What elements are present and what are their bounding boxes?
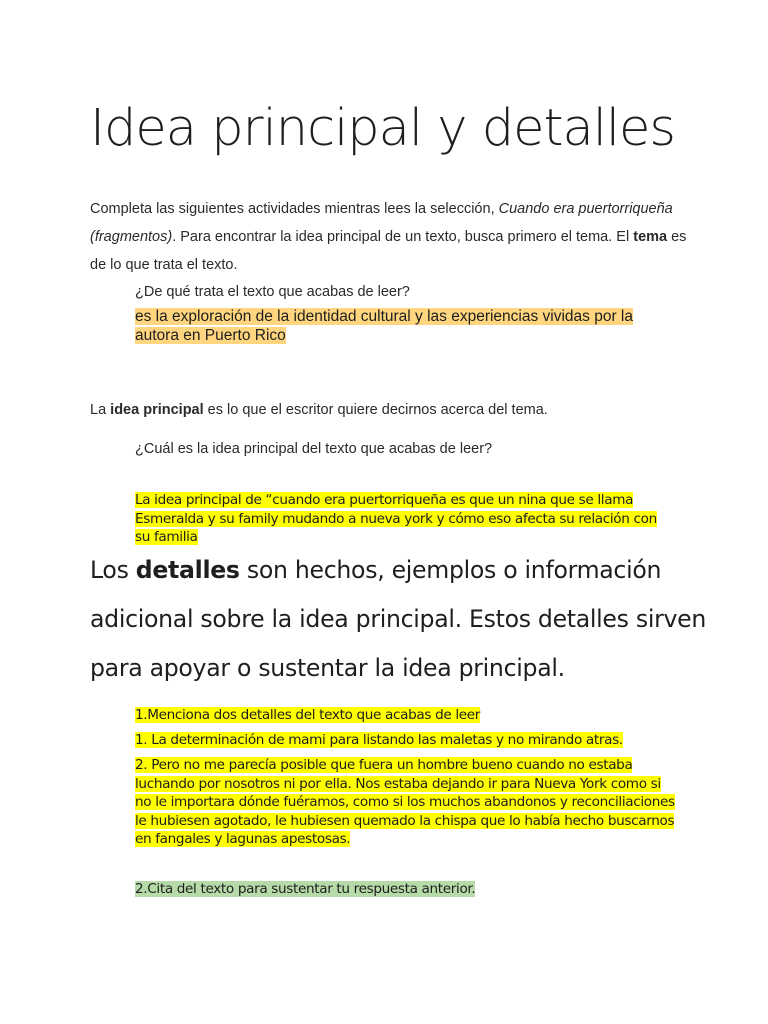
details-text-2: son hechos, ejemplos o información adicional sobre la idea principal. Estos detalles sirven para apoyar o sustentar la idea principal.: [90, 556, 707, 682]
intro-text-3: es de lo que trata el texto.: [90, 229, 687, 273]
task-mention-details: [135, 706, 675, 725]
answer-main-idea-text: La idea principal de “cuando era puertorriqueña es que un nina que se llama Esmeralda y su family mudando a nueva york y cómo eso afecta su relación con su familia: [135, 492, 657, 545]
intro-paragraph: [90, 195, 690, 279]
answer-theme[interactable]: [135, 308, 675, 345]
page-title: Idea principal y detalles: [90, 99, 675, 158]
details-definition: [90, 546, 730, 693]
task-cite-text: [135, 880, 675, 899]
answer-theme-text: es la exploración de la identidad cultural y las experiencias vividas por la autora en Puerto Rico: [135, 308, 633, 344]
main-idea-text-2: es lo que el escritor quiere decirnos acerca del tema.: [203, 402, 548, 418]
detail-two-text: 2. Pero no me parecía posible que fuera un hombre bueno cuando no estaba luchando por nosotros ni por ella. Nos estaba dejando ir para Nueva York como si no le importara dónde fuéramos, como si los muchos abandonos y reconciliaciones le hubiesen agotado, le hubiesen quemado la chispa que lo había hecho buscarnos en fangales y lagunas apestosas.: [135, 757, 675, 847]
detail-two[interactable]: [135, 756, 675, 849]
term-idea-principal: idea principal: [110, 402, 204, 418]
answer-main-idea[interactable]: [135, 491, 675, 547]
term-tema: tema: [633, 229, 668, 245]
details-text-1: Los: [90, 556, 136, 584]
detail-one[interactable]: [135, 731, 675, 750]
main-idea-definition: [90, 396, 690, 424]
main-idea-text-1: La: [90, 402, 111, 418]
detail-one-text: 1. La determinación de mami para listando las maletas y no mirando atras.: [135, 732, 623, 748]
task-mention-details-text: 1.Menciona dos detalles del texto que acabas de leer: [135, 707, 481, 723]
task-cite-text-label: 2.Cita del texto para sustentar tu respuesta anterior.: [135, 881, 476, 897]
question-theme: ¿De qué trata el texto que acabas de leer?: [135, 284, 410, 300]
term-detalles: detalles: [135, 556, 240, 584]
question-main-idea: ¿Cuál es la idea principal del texto que acabas de leer?: [135, 441, 493, 457]
selection-title: Cuando era puertorriqueña (fragmentos): [90, 201, 673, 245]
intro-text-2: . Para encontrar la idea principal de un texto, busca primero el tema. El: [172, 229, 634, 245]
intro-text-1: Completa las siguientes actividades mientras lees la selección,: [90, 201, 499, 217]
